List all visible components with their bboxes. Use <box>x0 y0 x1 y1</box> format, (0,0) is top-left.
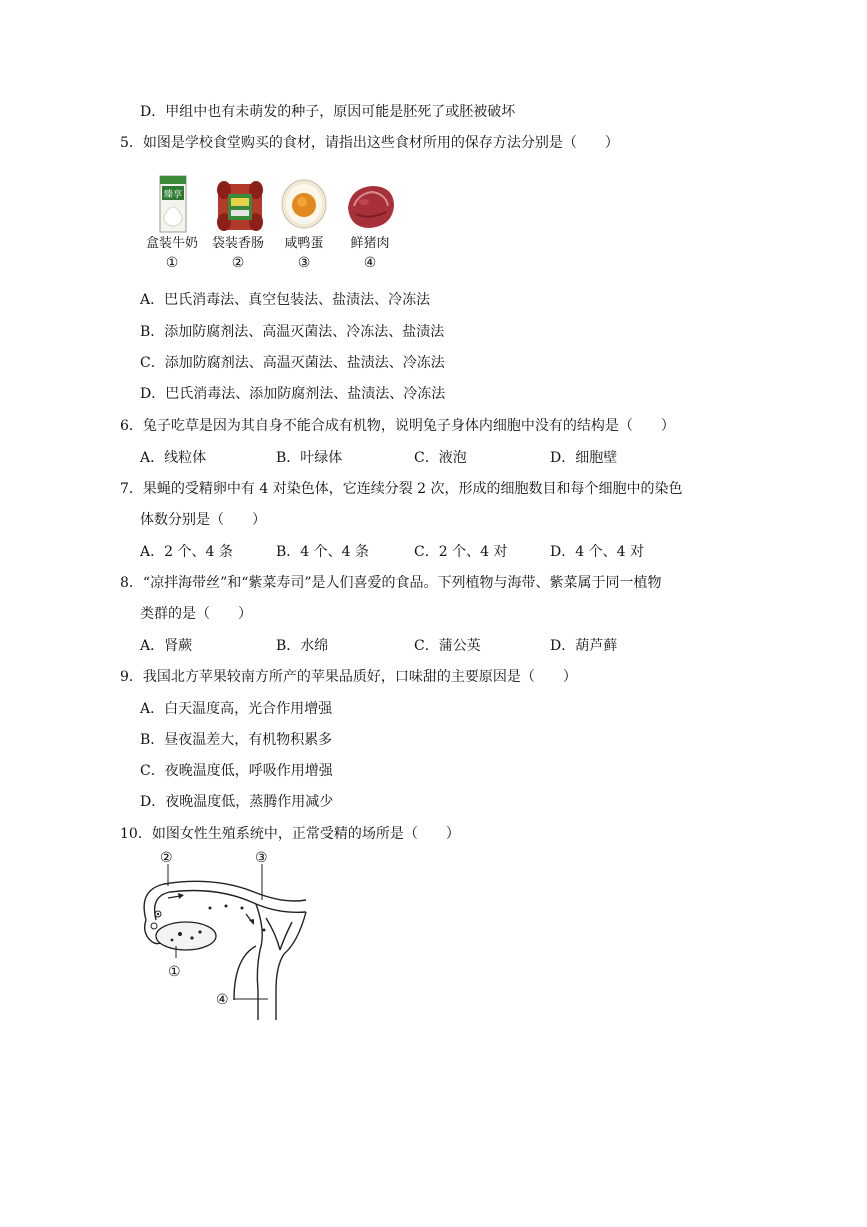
food-number-3: ③ <box>297 255 311 271</box>
question-9-stem: 9．我国北方苹果较南方所产的苹果品质好，口味甜的主要原因是（ ） <box>120 669 577 685</box>
food-number-2: ② <box>231 255 245 271</box>
q9-option-a: A．白天温度高，光合作用增强 <box>140 701 333 717</box>
food-label-pork: 鲜猪肉 <box>350 236 390 251</box>
q8-option-b: B．水绵 <box>276 638 329 654</box>
question-6-stem: 6．兔子吃草是因为其自身不能合成有机物，说明兔子身体内细胞中没有的结构是（ ） <box>120 418 675 434</box>
food-number-4: ④ <box>363 255 377 271</box>
milk-pack-text: 臻享 <box>163 190 183 200</box>
food-number-1: ① <box>165 255 179 271</box>
food-label-egg: 咸鸭蛋 <box>284 236 324 251</box>
sausage-pack-icon <box>210 174 266 234</box>
food-item-pork <box>338 170 402 274</box>
food-item-egg <box>272 170 336 274</box>
question-7-stem-line2: 体数分别是（ ） <box>140 512 266 528</box>
q6-option-c: C．液泡 <box>414 450 467 466</box>
q7-option-b: B．4 个、4 条 <box>276 544 370 560</box>
q5-option-a: A．巴氏消毒法、真空包装法、盐渍法、冷冻法 <box>140 292 431 308</box>
milk-carton-icon <box>144 174 200 234</box>
q7-option-c: C．2 个、4 对 <box>414 544 508 560</box>
q5-option-b: B．添加防腐剂法、高温灭菌法、冷冻法、盐渍法 <box>140 324 445 340</box>
q6-option-d: D．细胞壁 <box>550 450 618 466</box>
q5-option-c: C．添加防腐剂法、高温灭菌法、盐渍法、冷冻法 <box>140 355 445 371</box>
q9-option-d: D．夜晚温度低，蒸腾作用减少 <box>140 794 334 810</box>
food-item-milk <box>140 170 204 274</box>
q9-option-c: C．夜晚温度低，呼吸作用增强 <box>140 763 333 779</box>
question-8-stem-line2: 类群的是（ ） <box>140 606 252 622</box>
uterus-outline <box>256 904 262 990</box>
q8-option-d: D．葫芦藓 <box>550 638 618 654</box>
food-item-sausage <box>206 170 270 274</box>
label-3: ③ <box>255 850 268 866</box>
q6-option-a: A．线粒体 <box>140 450 207 466</box>
q8-option-c: C．蒲公英 <box>414 638 481 654</box>
q9-option-b: B．昼夜温差大，有机物积累多 <box>140 732 333 748</box>
q7-option-a: A．2 个、4 条 <box>140 544 233 560</box>
ovary <box>156 922 216 950</box>
q4-option-d: D．甲组中也有未萌发的种子，原因可能是胚死了或胚被破坏 <box>140 104 516 120</box>
q8-option-a: A．肾蕨 <box>140 638 193 654</box>
label-2: ② <box>160 850 173 866</box>
question-7-stem-line1: 7．果蝇的受精卵中有 4 对染色体，它连续分裂 2 次，形成的细胞数目和每个细胞中的染色 <box>120 481 683 497</box>
q7-option-d: D．4 个、4 对 <box>550 544 644 560</box>
food-label-sausage: 袋装香肠 <box>211 236 264 251</box>
label-4: ④ <box>216 992 229 1008</box>
pork-icon <box>342 174 398 234</box>
label-1: ① <box>168 964 181 980</box>
pelvis-left <box>234 946 256 1000</box>
q5-option-d: D．巴氏消毒法、添加防腐剂法、盐渍法、冷冻法 <box>140 386 446 402</box>
food-figure <box>140 170 410 274</box>
question-5-stem: 5．如图是学校食堂购买的食材，请指出这些食材所用的保存方法分别是（ ） <box>120 135 619 151</box>
salted-egg-icon <box>276 174 332 234</box>
oviduct-inner <box>155 891 306 921</box>
uterus-cavity <box>266 918 280 950</box>
arrow-oviduct <box>168 896 180 898</box>
q6-option-b: B．叶绿体 <box>276 450 343 466</box>
food-label-milk: 盒装牛奶 <box>145 236 198 251</box>
oviduct-outline <box>144 881 306 920</box>
question-8-stem-line1: 8．“凉拌海带丝”和“紫菜寿司”是人们喜爱的食品。下列植物与海带、紫菜属于同一植物 <box>120 575 662 591</box>
question-10-stem: 10．如图女性生殖系统中，正常受精的场所是（ ） <box>120 826 460 842</box>
female-reproductive-diagram <box>134 850 319 1020</box>
